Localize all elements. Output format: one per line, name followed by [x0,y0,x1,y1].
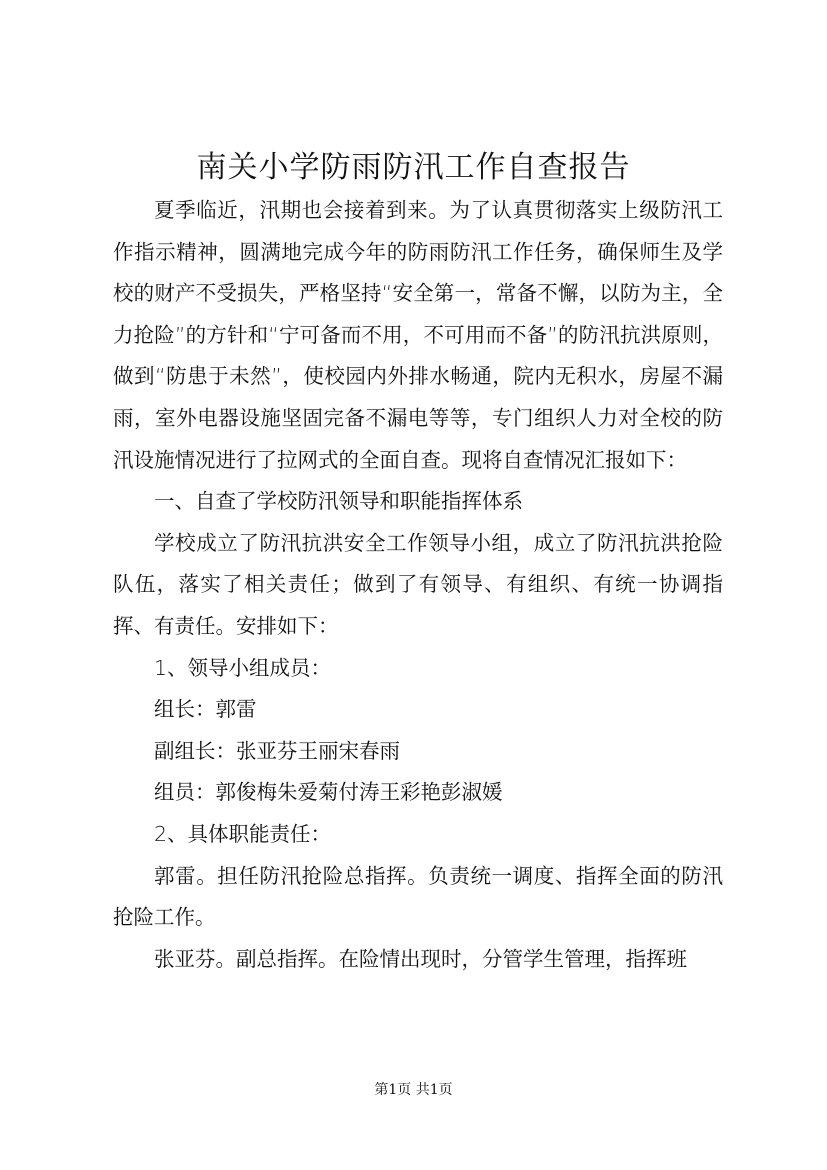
paragraph-team: 学校成立了防汛抗洪安全工作领导小组，成立了防汛抗洪抢险队伍，落实了相关责任；做到了有领导、有组织、有统一协调指挥、有责任。安排如下： [113,530,723,638]
document-body [113,190,723,980]
document-title: 南关小学防雨防汛工作自查报告 [196,150,631,185]
page-footer: 第1页 共1页 [374,1082,453,1098]
member-leader: 组长：郭雷 [154,697,257,722]
duty-zhang-yafen: 张亚芬。副总指挥。在险情出现时，分管学生管理，指挥班 [154,946,687,971]
section-heading-1: 一、自查了学校防汛领导和职能指挥体系 [154,489,523,514]
member-deputy-leaders: 副组长：张亚芬王丽宋春雨 [154,738,400,763]
paragraph-intro: 夏季临近，汛期也会接着到来。为了认真贯彻落实上级防汛工作指示精神，圆满地完成今年的防雨防汛工作任务，确保师生及学校的财产不受损失，严格坚持“安全第一，常备不懈，以防为主，全力抢险”的方针和“宁可备而不用，不可用而不备”的防汛抗洪原则，做到“防患于未然”，使校园内外排水畅通，院内无积水，房屋不漏雨，室外电器设施坚固完备不漏电等等，专门组织人力对全校的防汛设施情况进行了拉网式的全面自查。现将自查情况汇报如下： [113,198,723,472]
list-heading-duties: 2、具体职能责任： [154,821,332,846]
list-heading-members: 1、领导小组成员： [154,655,332,680]
duty-guo-lei: 郭雷。担任防汛抢险总指挥。负责统一调度、指挥全面的防汛抢险工作。 [113,863,723,930]
member-group: 组员：郭俊梅朱爱菊付涛王彩艳彭淑媛 [154,780,503,805]
